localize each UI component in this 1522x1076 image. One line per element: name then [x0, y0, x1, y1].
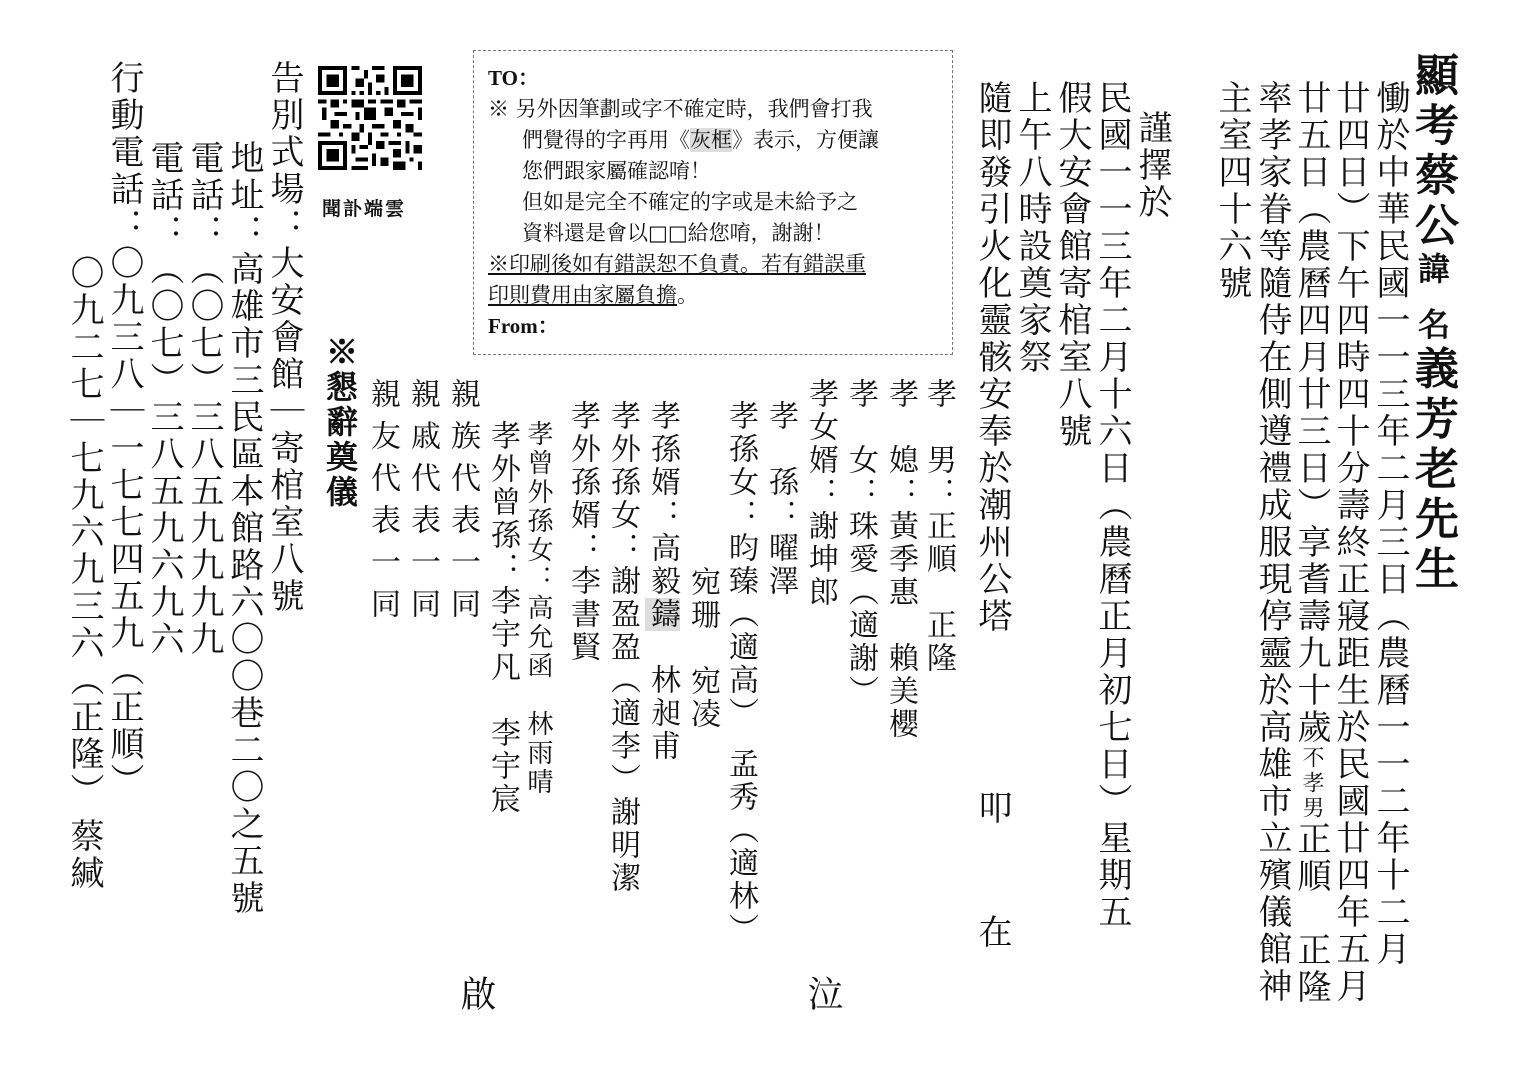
family-names: 曜澤	[763, 532, 798, 598]
family-outer-granddaughter	[602, 400, 642, 895]
family-role: 孝女婿：	[803, 378, 838, 510]
family-daughter	[840, 378, 880, 708]
ceremony-line-4: 上午八時設奠家祭	[1012, 80, 1052, 376]
obituary-line-4: 率孝家眷等隨侍在側遵禮成服現停靈於高雄市立殯儀館神	[1252, 80, 1292, 1005]
obituary-line-3	[1291, 80, 1331, 1006]
family-friends-rep	[362, 378, 402, 630]
notice-gray-box-sample: 灰框	[690, 128, 732, 152]
notice-p1d: 您們跟家屬確認唷！	[522, 159, 711, 183]
family-names: 黃季惠 賴美櫻	[883, 510, 918, 741]
obituary-bu-xiao-nan: 不孝男	[1299, 746, 1324, 821]
notice-from-label: From：	[488, 314, 559, 338]
family-great-outer-grandson	[482, 420, 522, 816]
ceremony-line-5b: 叩 在	[972, 790, 1012, 976]
venue-place: 告別式場：大安會館｜寄棺室八號	[264, 60, 304, 615]
family-role: 孝孫婿：	[645, 400, 680, 532]
notice-p3b: 印則費用由家屬負擔	[488, 283, 677, 307]
venue-address: 地址：高雄市三民區本館路六〇〇巷二〇之五號	[224, 140, 264, 917]
family-names: 李宇凡 李宇宸	[485, 585, 520, 816]
notice-p2b: 資料還是會以□□給您唷，謝謝！	[522, 221, 835, 245]
family-daughter-in-law	[880, 378, 920, 741]
family-names: 李書賢	[565, 565, 600, 664]
family-grandson-in-law	[642, 400, 682, 763]
venue-mobile: 行動電話：〇九三八｜一七七四五九（正順）	[104, 60, 144, 800]
obituary-line-3b: 正順 正隆	[1291, 821, 1331, 1006]
family-role: 親戚代表	[405, 378, 440, 546]
family-granddaughter	[720, 400, 760, 946]
family-role: 親友代表	[365, 378, 400, 546]
obituary-line-2: 廿四日）下午四時四十分壽終正寢距生於民國廿四年五月	[1330, 80, 1370, 1005]
family-role: 孝外曾孫：	[485, 420, 520, 585]
family-role: 孝 孫：	[763, 400, 798, 532]
family-son-in-law	[800, 378, 840, 609]
ceremony-line-5a: 隨即發引火化靈骸安奉於潮州公塔	[972, 80, 1012, 635]
family-role: 孝孫女：	[723, 400, 758, 532]
family-names: 一同	[405, 546, 440, 630]
venue-mobile-2: 〇九二七｜七九六九三六（正隆）	[64, 255, 104, 810]
obituary-line-1: 慟於中華民國一一三年二月三日（農曆一一二年十二月	[1370, 80, 1410, 968]
notice-p1b-line	[488, 125, 940, 156]
family-names: 昀臻（適高） 孟秀（適林）	[723, 532, 758, 946]
announce-char: 啟	[455, 975, 496, 1014]
proof-notice-box	[473, 50, 953, 355]
family-names: 宛珊 宛凌	[685, 566, 720, 731]
notice-p3b-line	[488, 280, 940, 311]
family-names: 正順 正隆	[921, 510, 956, 675]
family-son	[918, 378, 958, 675]
family-names: 一同	[445, 546, 480, 630]
family-granddaughter-2	[682, 566, 722, 731]
notice-p2a: 但如是完全不確定的字或是未給予之	[522, 190, 858, 214]
family-role: 孝外孫婿：	[565, 400, 600, 565]
family-outer-grandson-in-law	[562, 400, 602, 664]
notice-p3c: 。	[677, 283, 698, 307]
qr-code-icon[interactable]	[318, 66, 422, 170]
title-main: 顯考蔡公	[1407, 52, 1458, 252]
weeping-char: 泣	[802, 975, 843, 1014]
family-names: 謝坤郎	[803, 510, 838, 609]
family-role: 孝曾外孫女：	[523, 420, 553, 594]
family-clan-rep	[442, 378, 482, 630]
ceremony-line-1: 謹擇於	[1132, 110, 1172, 221]
notice-p3a: ※印刷後如有錯誤恕不負責。若有錯誤重	[488, 252, 866, 276]
family-names: 謝盈盈（適李）謝明潔	[605, 565, 640, 895]
family-relatives-rep	[402, 378, 442, 630]
title-huiming: 諱 名	[1413, 252, 1451, 346]
family-role: 親族代表	[445, 378, 480, 546]
family-names-post: 林昶甫	[645, 631, 680, 763]
family-role: 孝 女：	[843, 378, 878, 510]
decline-gifts: ※懇辭奠儀	[321, 335, 359, 510]
family-role: 孝外孫女：	[605, 400, 640, 565]
family-role: 孝 媳：	[883, 378, 918, 510]
signer: 蔡緘	[64, 818, 104, 892]
family-names: 珠愛（適謝）	[843, 510, 878, 708]
uncertain-char-highlight: 鑄	[645, 598, 680, 631]
family-names: 高允函 林雨晴	[523, 594, 553, 797]
family-grandson	[760, 400, 800, 598]
ceremony-line-2: 民國一一三年二月十六日（農曆正月初七日）星期五	[1092, 80, 1132, 931]
venue-phone-1: 電話：（〇七）三八五九九九九	[184, 140, 224, 658]
venue-phone-2: 電話：（〇七）三八五九六九六	[144, 140, 184, 658]
notice-p1b: 們覺得的字再用《	[522, 128, 690, 152]
obituary-line-3a: 廿五日（農曆四月廿三日）享耆壽九十歲	[1291, 80, 1331, 746]
title-name: 義芳老先生	[1407, 345, 1458, 596]
qr-caption: 聞訃端雲	[322, 198, 407, 220]
family-great-outer-granddaughter	[522, 420, 554, 797]
notice-p1c: 》表示，方便讓	[732, 128, 879, 152]
family-names: 一同	[365, 546, 400, 630]
notice-p1a: ※ 另外因筆劃或字不確定時，我們會打我	[488, 97, 873, 121]
family-names-pre: 高毅	[645, 532, 680, 598]
obituary-line-5: 主室四十六號	[1212, 80, 1252, 302]
deceased-title	[1407, 52, 1458, 596]
ceremony-line-3: 假大安會館寄棺室八號	[1052, 80, 1092, 450]
family-role: 孝 男：	[921, 378, 956, 510]
notice-to-label: TO：	[488, 66, 539, 90]
